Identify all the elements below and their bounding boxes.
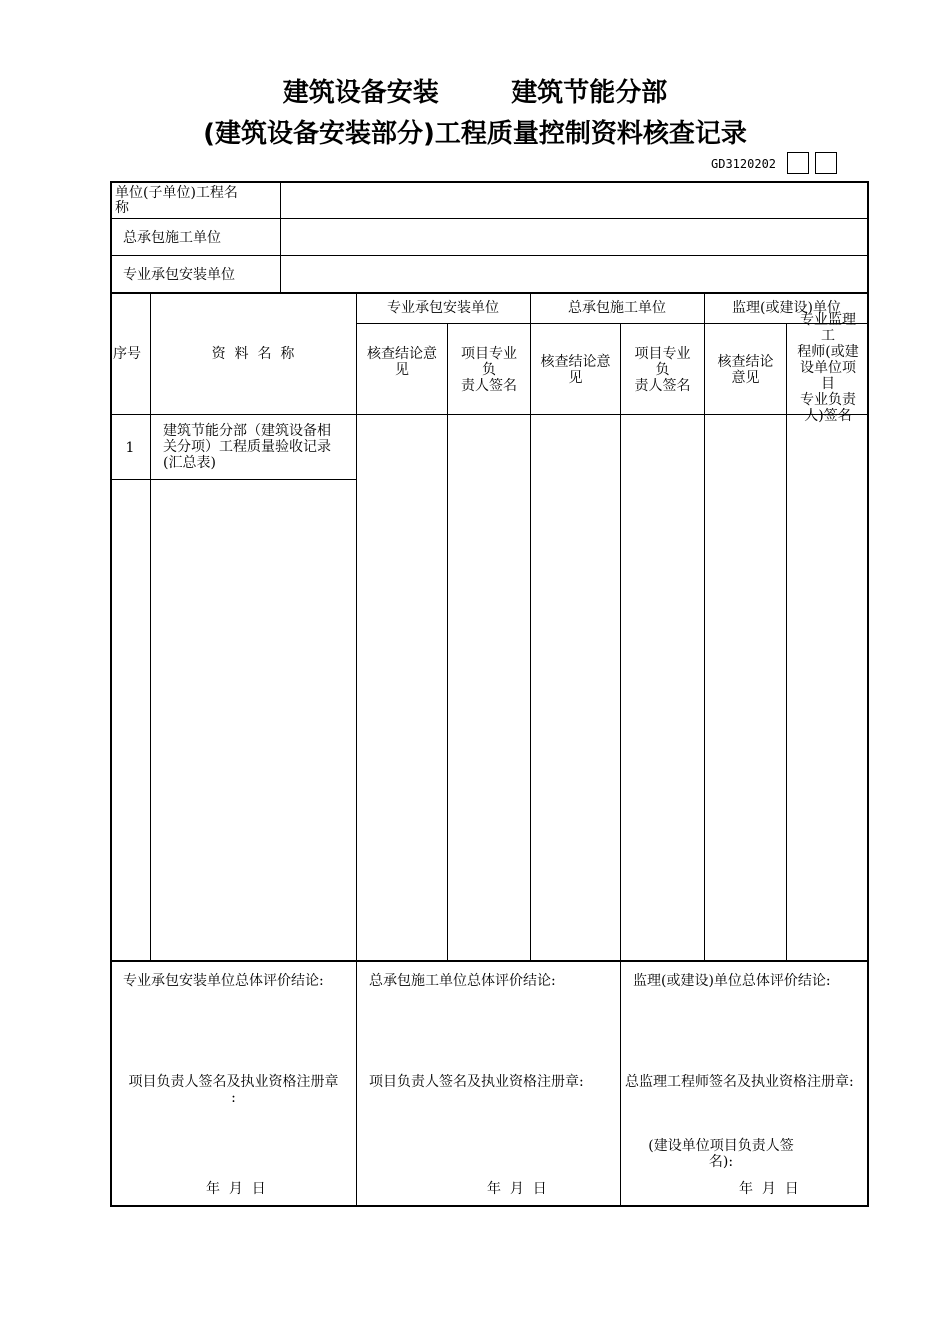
rule xyxy=(110,218,869,219)
conclusion-heading-supervision: 监理(或建设)单位总体评价结论: xyxy=(633,973,831,989)
rule xyxy=(110,292,869,294)
info-label-specialty-contractor: 专业承包安装单位 xyxy=(123,267,235,283)
sub-header-check-opinion-3: 核查结论 意见 xyxy=(717,354,774,386)
rule xyxy=(150,292,151,960)
signature-label-supervision-cell xyxy=(621,1072,868,1092)
row-seq: 1 xyxy=(125,440,135,456)
form-code: GD3120202 xyxy=(711,157,777,171)
signature-label-general: 项目负责人签名及执业资格注册章: xyxy=(369,1074,584,1090)
rule xyxy=(110,479,357,480)
conclusion-heading-general: 总承包施工单位总体评价结论: xyxy=(369,973,556,989)
form-title-line-2: (建筑设备安装部分)工程质量控制资料核查记录 xyxy=(203,119,747,149)
row-doc-name: 建筑节能分部（建筑设备相 关分项）工程质量验收记录 (汇总表) xyxy=(163,423,331,471)
sub-header-signature-1: 项目专业 负 责人签名 xyxy=(461,346,517,394)
signature-label-specialty: 项目负责人签名及执业资格注册章 : xyxy=(128,1074,339,1106)
sub-header-signature-2: 项目专业 负 责人签名 xyxy=(634,346,691,394)
group-header-specialty: 专业承包安装单位 xyxy=(387,300,499,316)
rule xyxy=(110,255,869,256)
signature-label-supervision: 总监理工程师签名及执业资格注册章: xyxy=(625,1074,854,1090)
col-header-seq: 序号 xyxy=(113,346,141,362)
date-specialty: 年 月 日 xyxy=(206,1181,266,1197)
sub-header-check-opinion-2: 核查结论意 见 xyxy=(540,354,611,386)
group-header-general: 总承包施工单位 xyxy=(568,300,666,316)
group-header-supervision: 监理(或建设)单位 xyxy=(732,300,841,316)
date-supervision: 年 月 日 xyxy=(739,1181,799,1197)
date-general: 年 月 日 xyxy=(487,1181,547,1197)
info-label-project-name: 单位(子单位)工程名 称 xyxy=(115,185,238,216)
rule xyxy=(704,292,705,960)
rule xyxy=(356,292,357,1206)
rule xyxy=(110,960,869,962)
code-box-1[interactable] xyxy=(787,152,809,174)
col-header-doc-name: 资 料 名 称 xyxy=(211,346,295,362)
form-frame xyxy=(110,181,869,1207)
info-label-general-contractor: 总承包施工单位 xyxy=(123,230,221,246)
rule xyxy=(447,323,448,960)
sub-header-signature-3: 专业监理 工 程师(或建 设单位项 目 专业负责 人)签名 xyxy=(797,312,859,424)
rule xyxy=(530,292,531,960)
code-box-2[interactable] xyxy=(815,152,837,174)
form-title-line-1: 建筑设备安装 建筑节能分部 xyxy=(282,78,668,108)
rule xyxy=(280,181,281,293)
sub-header-check-opinion-1: 核查结论意 见 xyxy=(367,346,437,378)
rule xyxy=(110,414,869,415)
conclusion-heading-specialty: 专业承包安装单位总体评价结论: xyxy=(123,973,324,989)
sub-header-signature-3-cell xyxy=(787,312,869,424)
owner-signature-note: (建设单位项目负责人签 名): xyxy=(648,1138,794,1170)
